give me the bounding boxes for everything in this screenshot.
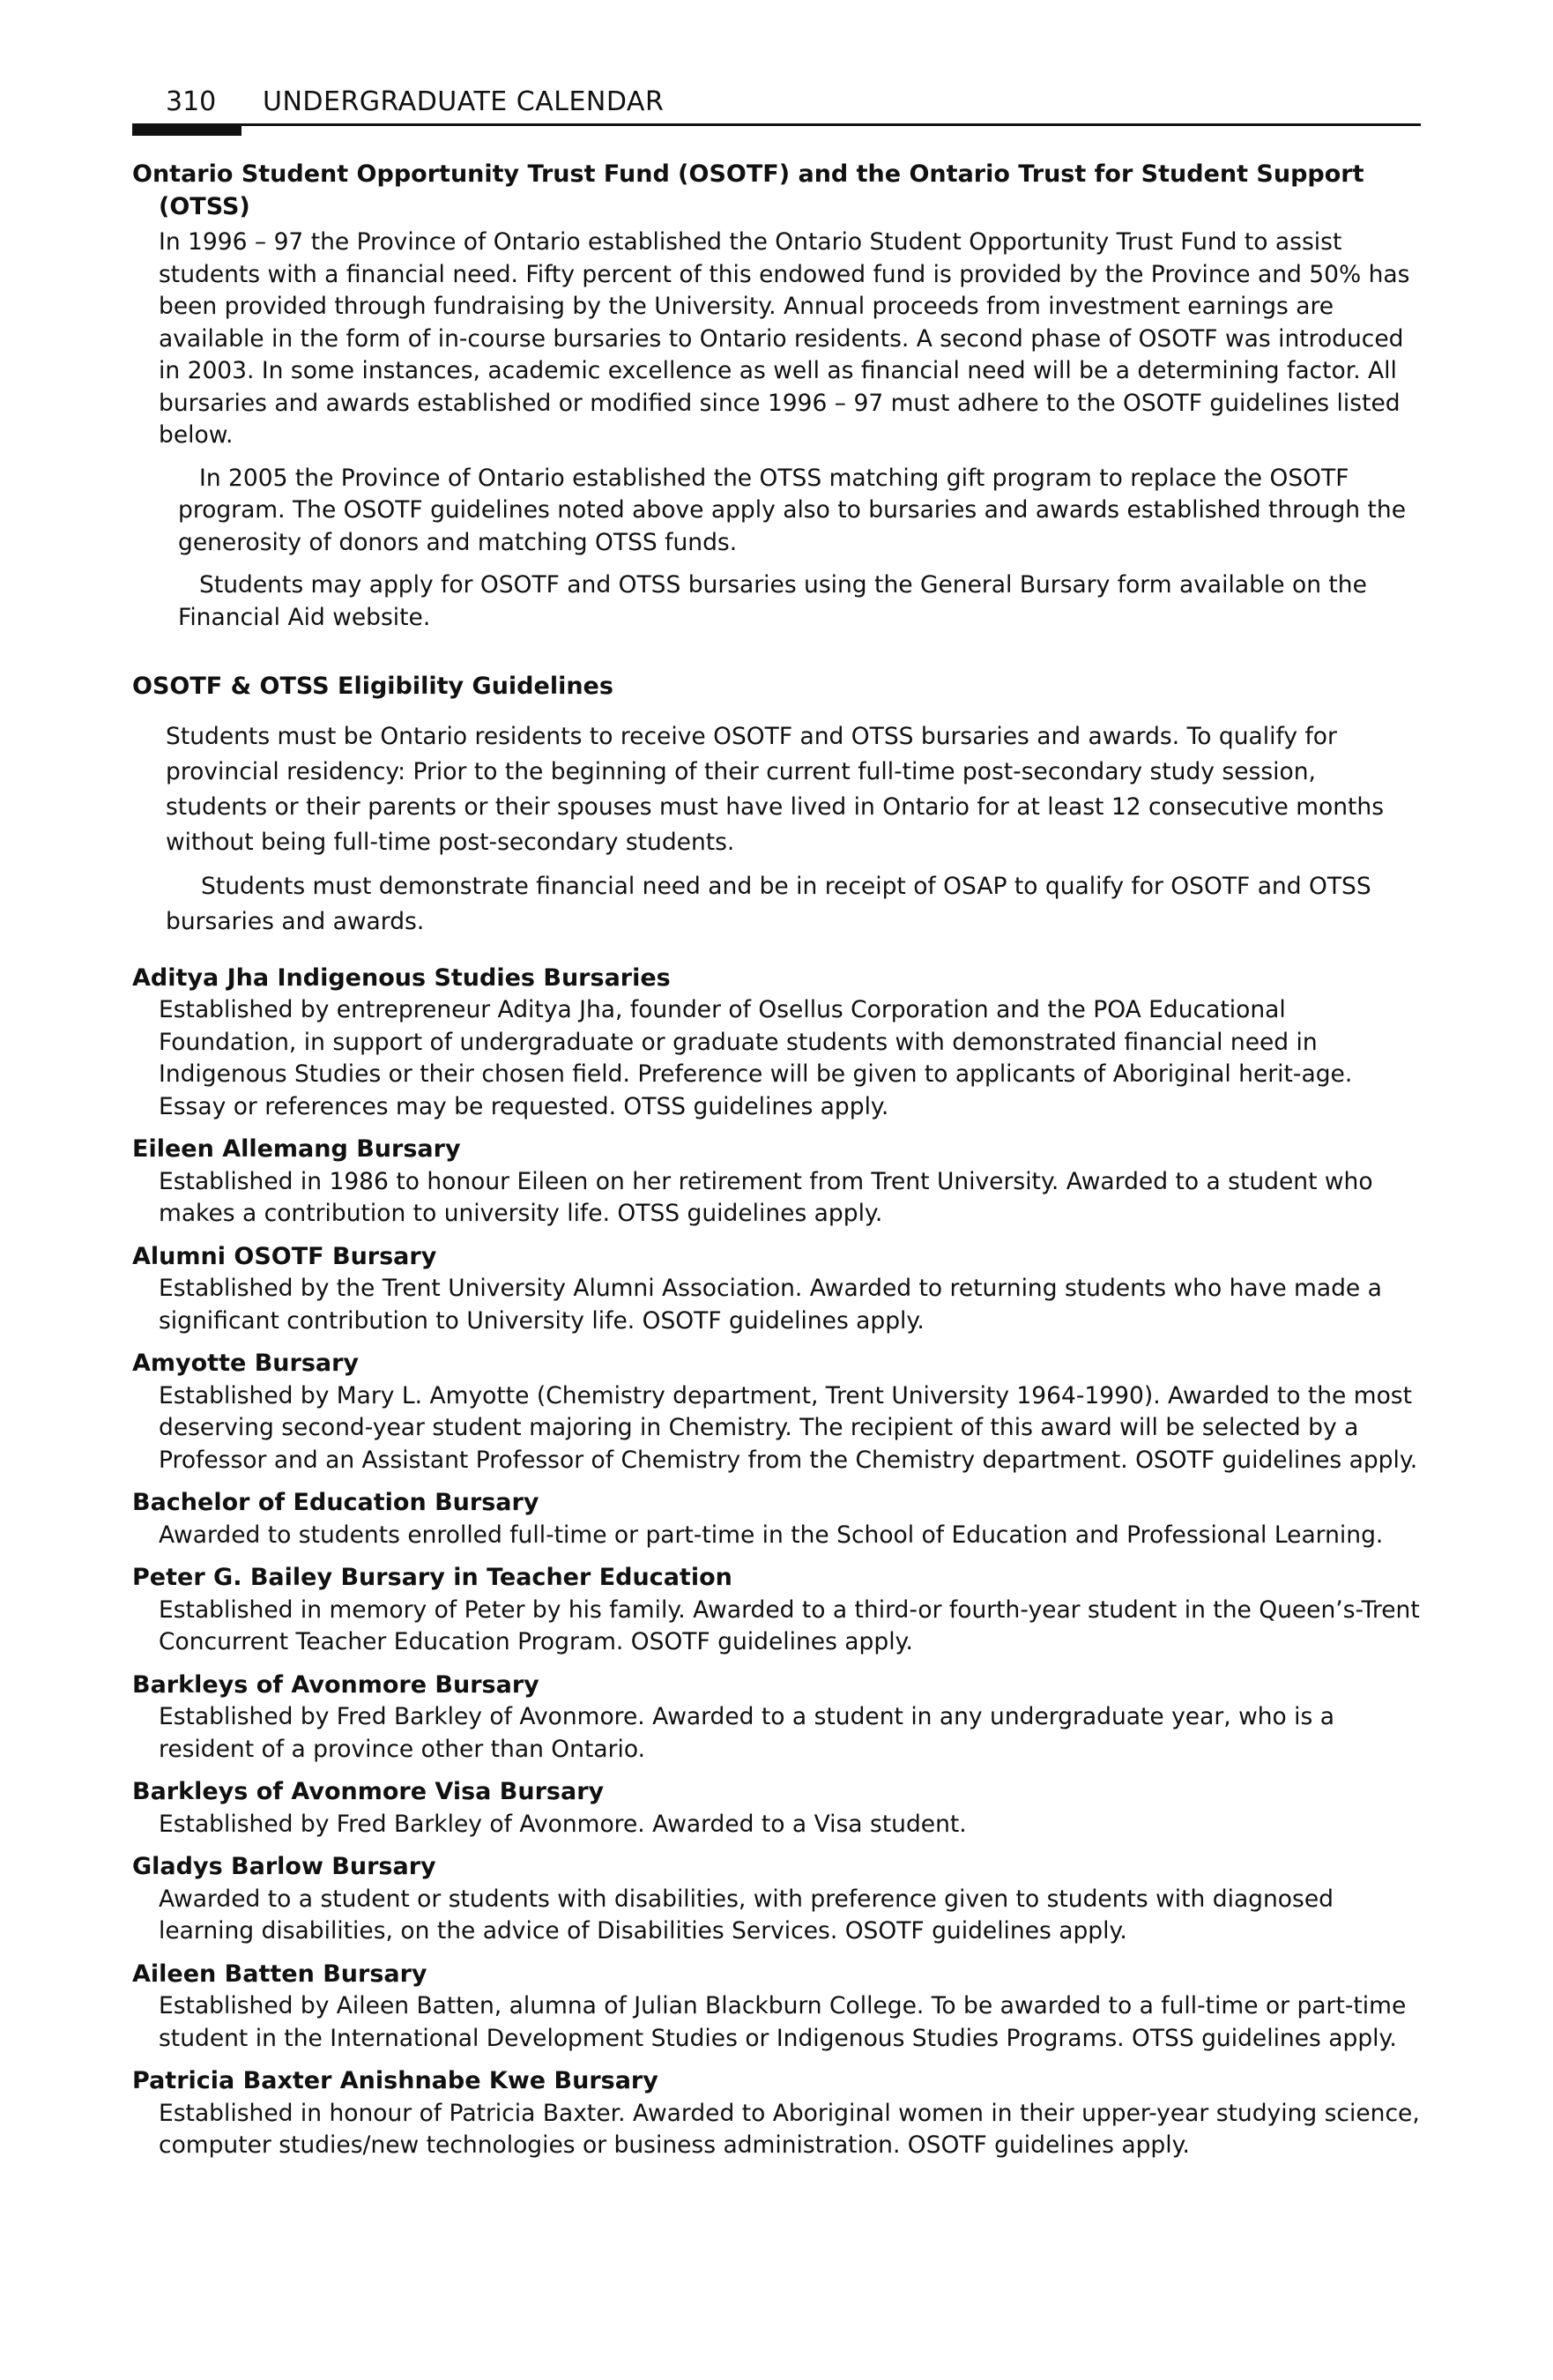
award-description: Established by Fred Barkley of Avonmore. Awarded to a student in any undergraduate year, who is a resident of a province other than Ontario. [159,1703,1335,1763]
eligibility-heading: OSOTF & OTSS Eligibility Guidelines [132,673,613,700]
award-description: Established by Fred Barkley of Avonmore. Awarded to a Visa student. [159,1810,967,1838]
award-title: Eileen Allemang Bursary [132,1135,461,1163]
award-entry [132,2065,1421,2162]
award-entry [132,1776,1421,1841]
award-title: Gladys Barlow Bursary [132,1853,436,1880]
award-description: Established in memory of Peter by his family. Awarded to a third-or fourth-year student in the Queen’s-Trent Concurrent Teacher Education Program. OSOTF guidelines apply. [159,1595,1420,1655]
awards-list [132,963,1421,2162]
award-entry [132,1959,1421,2056]
eligibility-section [132,671,1421,940]
award-entry [132,1851,1421,1948]
award-title: Alumni OSOTF Bursary [132,1242,437,1270]
page-header [132,81,1421,136]
page-content [132,159,1421,2173]
page-number: 310 [166,86,217,117]
award-entry [132,1134,1421,1231]
header-rule [132,123,1421,126]
osotf-section [132,159,1421,634]
award-description: Awarded to students enrolled full-time or part-time in the School of Education and Professional Learning. [159,1521,1384,1549]
award-entry [132,1670,1421,1766]
award-entry [132,963,1421,1124]
award-entry [132,1348,1421,1476]
award-title: Barkleys of Avonmore Visa Bursary [132,1778,605,1805]
award-description: Established in 1986 to honour Eileen on her retirement from Trent University. Awarded to a student who makes a contribution to university life. OTSS guidelines apply. [159,1167,1373,1227]
award-title: Bachelor of Education Bursary [132,1489,539,1516]
award-description: Established by Mary L. Amyotte (Chemistry department, Trent University 1964-1990). Awarded to the most deserving second-year student majoring in Chemistry. The recipient of this award will be selected by a Professor and an Assistant Professor of Chemistry from the Chemistry department. OSOTF guidelines apply. [159,1381,1418,1474]
award-description: Established in honour of Patricia Baxter. Awarded to Aboriginal women in their upper-year studying science, computer studies/new technologies or business administration. OSOTF guidelines apply. [159,2099,1420,2159]
award-title: Amyotte Bursary [132,1350,360,1377]
osotf-paragraph-2: In 2005 the Province of Ontario established the OTSS matching gift program to replace the OSOTF program. The OSOTF guidelines noted above apply also to bursaries and awards established through the generosity of donors and matching OTSS funds. [178,464,1407,556]
header-tab-bar [132,123,241,136]
eligibility-paragraph-1: Students must be Ontario residents to receive OSOTF and OTSS bursaries and awards. To qualify for provincial residency: Prior to the beginning of their current full-time post-secondary study session, students or their parents or their spouses must have lived in Ontario for at least 12 consecutive months without being full-time post-secondary students. [166,722,1385,856]
award-entry [132,1241,1421,1338]
award-description: Awarded to a student or students with disabilities, with preference given to students with diagnosed learning disabilities, on the advice of Disabilities Services. OSOTF guidelines apply. [159,1885,1334,1945]
osotf-paragraph-3: Students may apply for OSOTF and OTSS bursaries using the General Bursary form available on the Financial Aid website. [178,571,1367,631]
award-description: Established by the Trent University Alumni Association. Awarded to returning students who have made a significant contribution to University life. OSOTF guidelines apply. [159,1275,1382,1335]
eligibility-paragraph-2: Students must demonstrate financial need and be in receipt of OSAP to qualify for OSOTF and OTSS bursaries and awards. [166,872,1371,935]
award-title: Barkleys of Avonmore Bursary [132,1670,539,1699]
osotf-heading: Ontario Student Opportunity Trust Fund (OSOTF) and the Ontario Trust for Student Support (OTSS) [132,160,1364,220]
award-title: Patricia Baxter Anishnabe Kwe Bursary [132,2067,658,2094]
award-description: Established by entrepreneur Aditya Jha, founder of Osellus Corporation and the POA Educational Foundation, in support of undergraduate or graduate students with demonstrated financial need in Indigenous Studies or their chosen field. Preference will be given to applicants of Aboriginal herit-age. Essay or references may be requested. OTSS guidelines apply. [159,996,1353,1120]
award-title: Aditya Jha Indigenous Studies Bursaries [132,963,671,992]
award-title: Aileen Batten Bursary [132,1960,427,1988]
award-description: Established by Aileen Batten, alumna of Julian Blackburn College. To be awarded to a full-time or part-time student in the International Development Studies or Indigenous Studies Programs. OTSS guidelines apply. [159,1992,1407,2052]
award-title: Peter G. Bailey Bursary in Teacher Education [132,1564,732,1591]
running-title: UNDERGRADUATE CALENDAR [263,86,665,117]
award-entry [132,1562,1421,1659]
award-entry [132,1487,1421,1551]
osotf-paragraph-1: In 1996 – 97 the Province of Ontario established the Ontario Student Opportunity Trust Fund to assist students with a financial need. Fifty percent of this endowed fund is provided by the Province and 50% has been provided through fundraising by the University. Annual proceeds from investment earnings are available in the form of in-course bursaries to Ontario residents. A second phase of OSOTF was introduced in 2003. In some instances, academic excellence as well as financial need will be a determining factor. All bursaries and awards established or modified since 1996 – 97 must adhere to the OSOTF guidelines listed below. [159,228,1410,449]
